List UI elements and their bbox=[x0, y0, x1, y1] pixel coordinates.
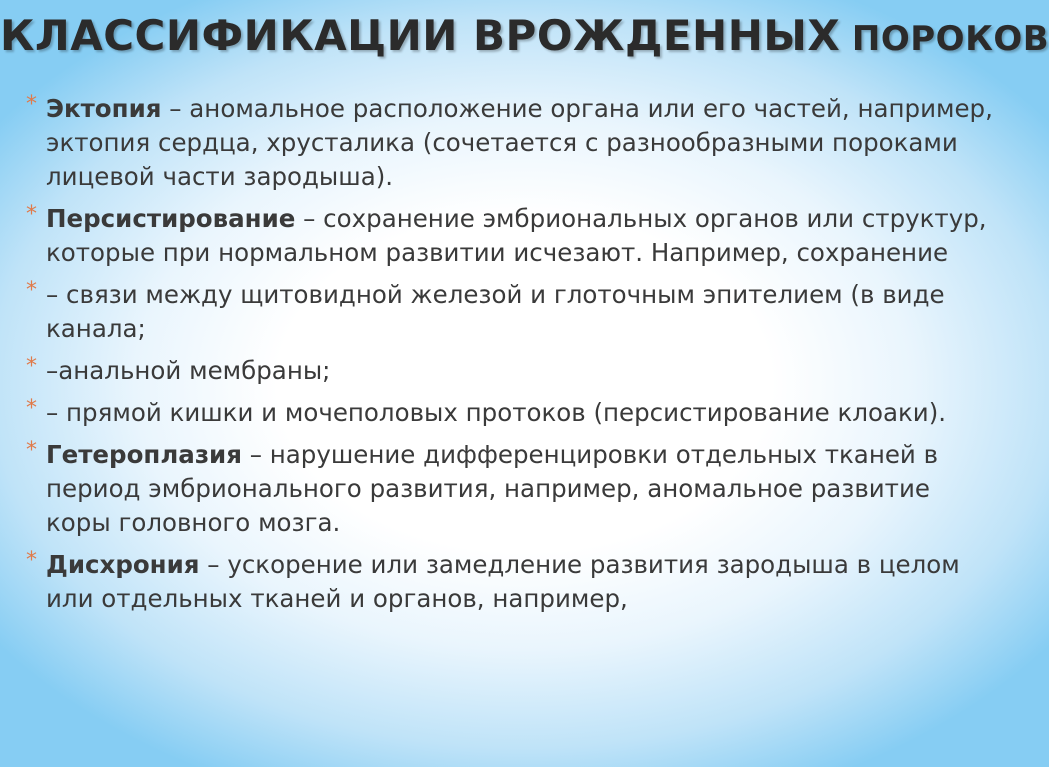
asterisk-bullet-icon: * bbox=[26, 278, 37, 303]
asterisk-bullet-icon: * bbox=[26, 354, 37, 379]
list-item bbox=[26, 278, 996, 346]
list-item bbox=[26, 548, 996, 616]
definition: – связи между щитовидной железой и глоточным эпителием (в виде канала; bbox=[46, 280, 945, 343]
list-item bbox=[26, 202, 996, 270]
definition: – нарушение дифференцировки отдельных тканей в период эмбрионального развития, например, аномальное развитие коры головного мозга. bbox=[46, 440, 939, 537]
asterisk-bullet-icon: * bbox=[26, 396, 37, 421]
asterisk-bullet-icon: * bbox=[26, 438, 37, 463]
definition: – аномальное расположение органа или его частей, например, эктопия сердца, хрусталика (сочетается с разнообразными пороками лицевой части зародыша). bbox=[46, 94, 993, 191]
definition: – сохранение эмбриональных органов или структур, которые при нормальном развитии исчезают. Например, сохранение bbox=[46, 204, 987, 267]
list-item bbox=[26, 354, 996, 388]
list-item bbox=[26, 396, 996, 430]
slide-title bbox=[0, 0, 1049, 75]
asterisk-bullet-icon: * bbox=[26, 548, 37, 573]
definition: – прямой кишки и мочеполовых протоков (персистирование клоаки). bbox=[46, 398, 947, 427]
list-item bbox=[26, 438, 996, 540]
title-part-2: ПОРОКОВ bbox=[851, 19, 1049, 59]
definition: – ускорение или замедление развития зародыша в целом или отдельных тканей и органов, например, bbox=[46, 550, 960, 613]
term: Эктопия bbox=[46, 94, 162, 123]
list-item bbox=[26, 92, 996, 194]
bullet-list bbox=[26, 92, 996, 624]
term: Гетероплазия bbox=[46, 440, 242, 469]
term: Дисхрония bbox=[46, 550, 200, 579]
term: Персистирование bbox=[46, 204, 296, 233]
asterisk-bullet-icon: * bbox=[26, 202, 37, 227]
definition: –анальной мембраны; bbox=[46, 356, 331, 385]
title-part-1: КЛАССИФИКАЦИИ ВРОЖДЕННЫХ bbox=[0, 11, 841, 60]
asterisk-bullet-icon: * bbox=[26, 92, 37, 117]
